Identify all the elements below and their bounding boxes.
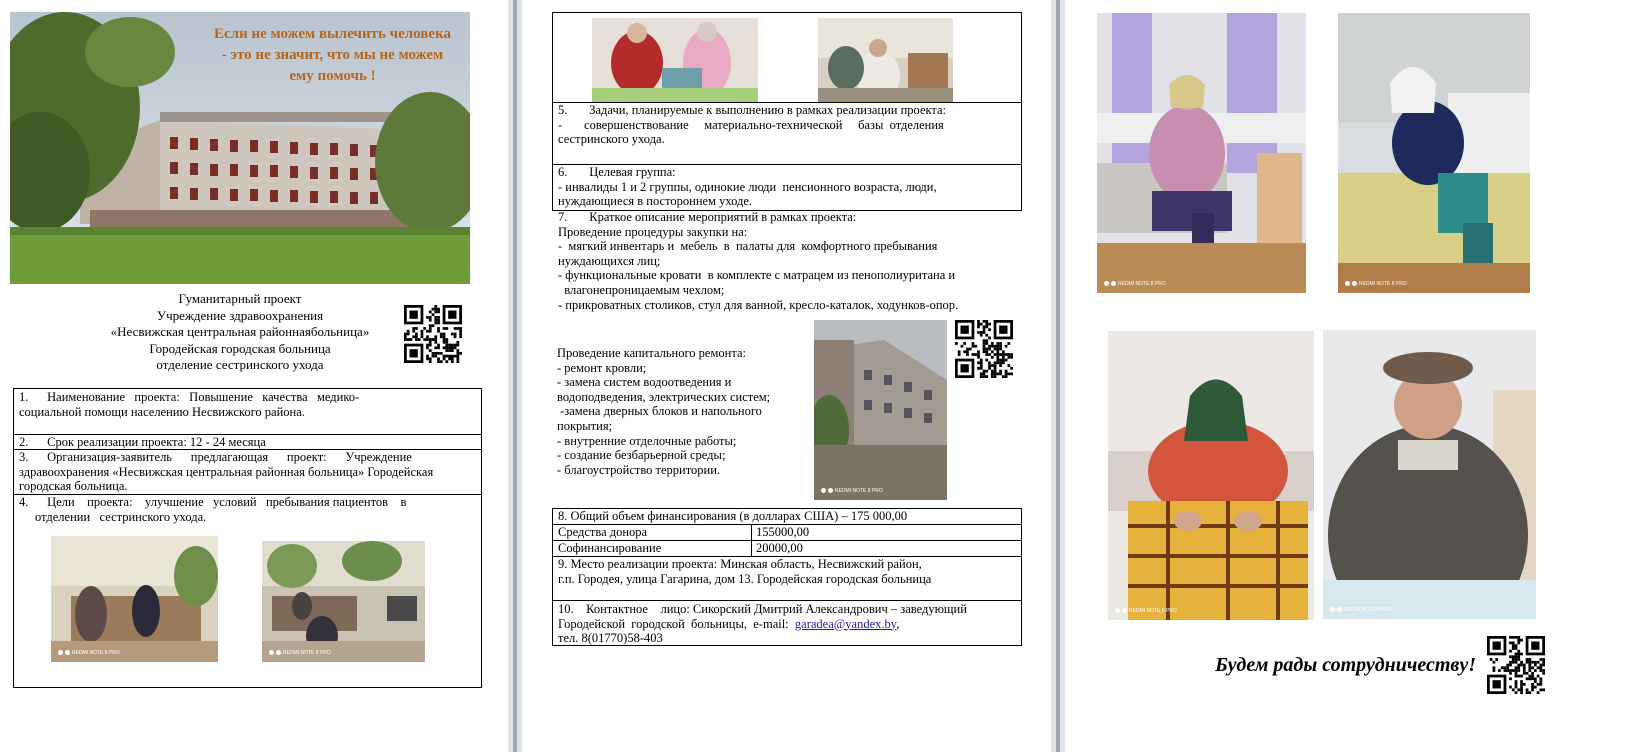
- item-activities-line-4: нуждающихся лиц;: [558, 253, 661, 268]
- item-activities-line-3: - мягкий инвентарь и мебель в палаты для комфортного пребывания: [558, 239, 938, 254]
- page-separator-left: [513, 0, 517, 752]
- item-activities-line-5: - функциональные кровати в комплекте с матрацем из пенополиуритана и: [558, 268, 956, 283]
- slogan-line-2: - это не значит, что мы не можем: [221, 47, 444, 63]
- item-location: [558, 557, 1018, 586]
- nurse-photo-1: [592, 18, 758, 102]
- header-line-5: отделение сестринского ухода: [156, 357, 324, 372]
- resident-photo-1: [1097, 13, 1306, 293]
- cofinancing-value: 20000,00: [756, 541, 803, 555]
- slogan: [190, 24, 475, 87]
- qr-code-1: [404, 305, 462, 363]
- camera-label-1: REDMI NOTE 8 PRO: [1344, 607, 1392, 613]
- item-organization-line-2: здравоохранения «Несвижская центральная районная больница» Городейская: [19, 464, 434, 479]
- item-organization-line-1: 3. Организация-заявитель предлагающая проект: Учреждение: [19, 450, 412, 464]
- repair-line-5: -замена дверных блоков и напольного: [557, 404, 762, 419]
- nurse-photo-2: [818, 18, 953, 102]
- item-term: [19, 435, 479, 450]
- item-target-line-1: 6. Целевая группа:: [558, 165, 676, 179]
- camera-watermark: [1345, 281, 1407, 287]
- resident-photo-4: [1323, 330, 1536, 619]
- contact-line-1: 10. Контактное лицо: Сикорский Дмитрий Александрович – заведующий: [558, 602, 967, 616]
- header-line-2: Учреждение здравоохранения: [156, 307, 324, 323]
- item-target-group: [558, 165, 1018, 209]
- donor-label: Средства донора: [558, 525, 648, 539]
- patients-photo-1: [51, 536, 218, 662]
- email-link[interactable]: garadea@yandex.by: [794, 616, 897, 631]
- camera-watermark: [58, 650, 120, 656]
- item-goals: [19, 495, 479, 524]
- resident-photo-2: [1338, 13, 1530, 293]
- page-separator-right: [1056, 0, 1060, 752]
- resident-photo-3: [1108, 331, 1314, 620]
- item-name-line-2: социальной помощи населению Несвижского района.: [19, 404, 305, 419]
- repair-line-2: - ремонт кровли;: [557, 360, 647, 375]
- item-term-line-1: 2. Срок реализации проекта: 12 - 24 месяца: [19, 435, 266, 449]
- repair-line-8: - создание безбарьерной среды;: [557, 448, 726, 463]
- slogan-line-3: ему помочь !: [289, 68, 376, 84]
- item-activities-line-2: Проведение процедуры закупки на:: [558, 224, 748, 239]
- camera-label-1: REDMI NOTE 8 PRO: [1359, 281, 1407, 287]
- tasks-box: [552, 12, 1022, 211]
- repair-line-3: - замена систем водоотведения и: [557, 375, 732, 390]
- item-target-line-2: - инвалиды 1 и 2 группы, одинокие люди пенсионного возраста, люди,: [558, 179, 937, 194]
- camera-watermark: [1104, 281, 1166, 287]
- camera-watermark: [821, 488, 883, 494]
- qr-code-2: [955, 320, 1013, 378]
- item-activities-line-6: влагонепроницаемым чехлом;: [558, 282, 725, 297]
- item-activities: [558, 210, 1020, 312]
- cofinancing-label: Софинансирование: [558, 541, 662, 555]
- camera-label-1: REDMI NOTE 8 PRO: [835, 488, 883, 494]
- camera-watermark: [1115, 608, 1177, 614]
- item-goals-line-1: 4. Цели проекта: улучшение условий пребывания пациентов в: [19, 495, 407, 509]
- item-activities-line-1: 7. Краткое описание мероприятий в рамках проекта:: [558, 210, 857, 224]
- item-organization: [19, 450, 479, 494]
- item-tasks-line-2: - совершенствование материально-технической базы отделения: [558, 117, 944, 132]
- repair-line-9: - благоустройство территории.: [557, 462, 721, 477]
- camera-label-1: REDMI NOTE 8 PRO: [283, 650, 331, 656]
- item-organization-line-3: городская больница.: [19, 479, 128, 494]
- camera-label-1: REDMI NOTE 8 PRO: [1118, 281, 1166, 287]
- closing-message: Будем рады сотрудничеству!: [1215, 654, 1476, 676]
- header-line-3: «Несвижская центральная районнаябольница»: [110, 324, 370, 339]
- repair-line-4: водоподведения, электрических систем;: [557, 389, 771, 404]
- building-photo: [814, 320, 947, 500]
- camera-watermark: [1330, 607, 1392, 613]
- item-target-line-3: нуждающиеся в постороннем уходе.: [558, 194, 753, 209]
- item-tasks-line-3: сестринского ухода.: [558, 132, 665, 147]
- item-contact: [558, 602, 1018, 646]
- repair-line-7: - внутренние отделочные работы;: [557, 433, 737, 448]
- header-line-4: Городейская городская больница: [149, 340, 331, 356]
- slogan-line-1: Если не можем вылечить человека: [214, 26, 451, 42]
- patients-photo-2: [262, 541, 425, 662]
- finance-total: 8. Общий объем финансирования (в долларах США) – 175 000,00: [558, 509, 908, 523]
- contact-line-2: [558, 617, 1018, 632]
- donor-value: 155000,00: [756, 525, 810, 539]
- finance-table: [552, 508, 1022, 646]
- contact-line-3: тел. 8(01770)58-403: [558, 631, 663, 646]
- camera-watermark: [269, 650, 331, 656]
- camera-label-1: REDMI NOTE 8 PRO: [72, 650, 120, 656]
- item-goals-line-2: отделении сестринского ухода.: [35, 509, 207, 524]
- item-location-line-1: 9. Место реализации проекта: Минская область, Несвижский район,: [558, 557, 922, 571]
- item-name-line-1: 1. Наименование проекта: Повышение качества медико-: [19, 390, 360, 404]
- item-location-line-2: г.п. Городея, улица Гагарина, дом 13. Городейская городская больница: [558, 571, 932, 586]
- item-tasks-line-1: 5. Задачи, планируемые к выполнению в рамках реализации проекта:: [558, 103, 947, 117]
- header-line-1: Гуманитарный проект: [178, 291, 302, 306]
- camera-label-1: REDMI NOTE 8 PRO: [1129, 608, 1177, 614]
- divider: [553, 600, 1021, 601]
- project-header: [70, 291, 410, 374]
- contact-line-2-suffix: ,: [896, 616, 900, 631]
- item-activities-line-7: - прикроватных столиков, стул для ванной, кресло-каталок, ходунков-опор.: [558, 297, 959, 312]
- qr-code-3: [1487, 636, 1545, 694]
- item-tasks: [558, 103, 1018, 147]
- repair-line-6: покрытия;: [557, 418, 613, 433]
- repair-line-1: Проведение капитального ремонта:: [557, 346, 746, 360]
- item-name: [19, 390, 479, 419]
- capital-repair-list: [557, 346, 812, 477]
- contact-line-2-text: Городейской городской больницы, e-mail:: [558, 616, 795, 631]
